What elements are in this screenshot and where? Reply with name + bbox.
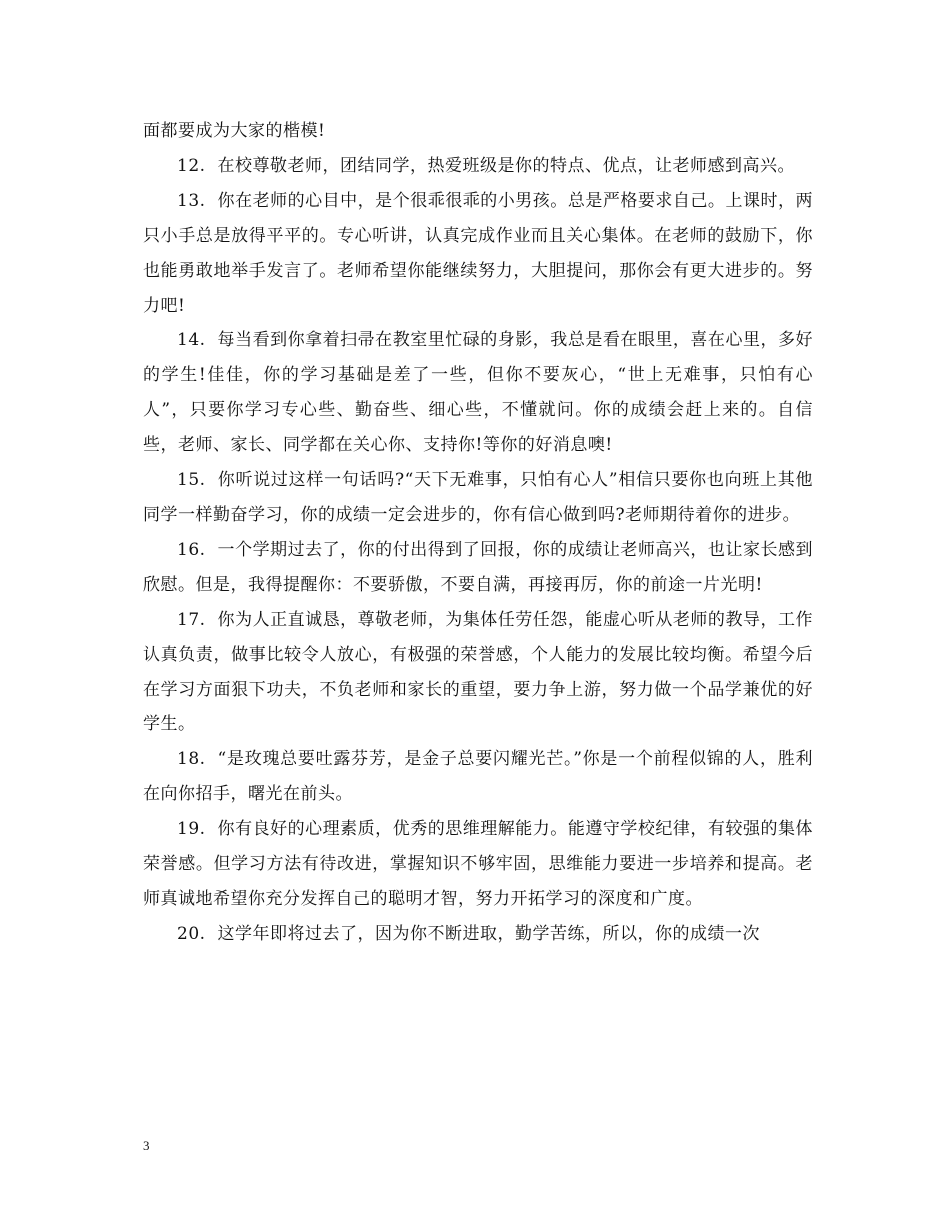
comment-item-19 (143, 812, 813, 917)
page-number: 3 (143, 1138, 150, 1153)
item-text: 你有良好的心理素质，优秀的思维理解能力。能遵守学校纪律，有较强的集体荣誉感。但学习方法有待改进，掌握知识不够牢固，思维能力要进一步培养和提高。老师真诚地希望你充分发挥自己的聪明才智，努力开拓学习的深度和广度。 (143, 819, 813, 909)
comment-item-17 (143, 603, 813, 743)
comment-item-20 (143, 917, 813, 952)
comment-item-14 (143, 323, 813, 463)
item-number: 14. (177, 330, 206, 351)
page-body (143, 114, 813, 952)
item-text: 你在老师的心目中，是个很乖很乖的小男孩。总是严格要求自己。上课时，两只小手总是放得平平的。专心听讲，认真完成作业而且关心集体。在老师的鼓励下，你也能勇敢地举手发言了。老师希望你能继续努力，大胆提问，那你会有更大进步的。努力吧! (143, 190, 813, 316)
item-number: 18. (177, 749, 206, 770)
comment-item-12 (143, 149, 813, 184)
item-number: 20. (177, 923, 206, 944)
item-number: 13. (177, 190, 206, 211)
paragraph-fragment: 面都要成为大家的楷模! (143, 121, 326, 141)
item-text: 一个学期过去了，你的付出得到了回报，你的成绩让老师高兴，也让家长感到欣慰。但是，我得提醒你：不要骄傲，不要自满，再接再厉，你的前途一片光明! (143, 539, 813, 595)
comment-item-18 (143, 742, 813, 812)
item-text: “是玫瑰总要吐露芬芳，是金子总要闪耀光芒。”你是一个前程似锦的人，胜利在向你招手，曙光在前头。 (143, 749, 813, 805)
item-text: 在校尊敬老师，团结同学，热爱班级是你的特点、优点，让老师感到高兴。 (217, 155, 796, 176)
item-number: 17. (177, 609, 206, 630)
item-number: 12. (177, 155, 206, 176)
item-number: 19. (177, 819, 206, 840)
comment-item-13 (143, 184, 813, 324)
comment-item-16 (143, 533, 813, 603)
item-text: 你为人正直诚恳，尊敬老师，为集体任劳任怨，能虚心听从老师的教导，工作认真负责，做事比较令人放心，有极强的荣誉感，个人能力的发展比较均衡。希望今后在学习方面狠下功夫，不负老师和家长的重望，要力争上游，努力做一个品学兼优的好学生。 (143, 609, 813, 735)
item-number: 16. (177, 539, 206, 560)
item-text: 每当看到你拿着扫帚在教室里忙碌的身影，我总是看在眼里，喜在心里，多好的学生!佳佳，你的学习基础是差了一些，但你不要灰心，“世上无难事，只怕有心人”，只要你学习专心些、勤奋些、细心些，不懂就问。你的成绩会赶上来的。自信些，老师、家长、同学都在关心你、支持你!等你的好消息噢! (143, 330, 813, 456)
comment-item-15 (143, 463, 813, 533)
item-number: 15. (177, 470, 206, 491)
item-text: 你听说过这样一句话吗?“天下无难事，只怕有心人”相信只要你也向班上其他同学一样勤奋学习，你的成绩一定会进步的，你有信心做到吗?老师期待着你的进步。 (143, 470, 813, 525)
item-text: 这学年即将过去了，因为你不断进取，勤学苦练，所以，你的成绩一次 (217, 923, 761, 944)
